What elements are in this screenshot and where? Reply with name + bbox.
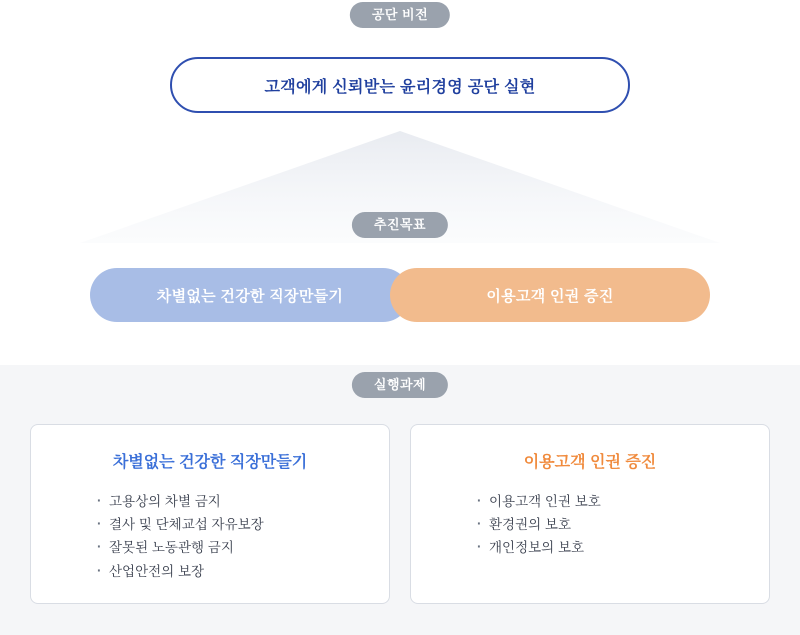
list-item: · 개인정보의 보호 (477, 536, 749, 559)
vision-statement-box (170, 57, 630, 113)
vision-section-label: 공단 비전 (350, 2, 450, 28)
task-card-human-rights-title: 이용고객 인권 증진 (523, 454, 657, 471)
list-item: · 결사 및 단체교섭 자유보장 (97, 513, 369, 536)
list-item: · 잘못된 노동관행 금지 (97, 536, 369, 559)
goal-item-workplace-label: 차별없는 건강한 직장만들기 (156, 287, 344, 305)
list-item: · 산업안전의 보장 (97, 560, 369, 583)
goal-section-label: 추진목표 (352, 212, 448, 238)
goal-row (90, 268, 710, 322)
list-item: · 이용고객 인권 보호 (477, 490, 749, 513)
goal-item-human-rights[interactable] (390, 268, 710, 322)
task-card-human-rights (410, 424, 770, 604)
goal-item-workplace[interactable] (90, 268, 410, 322)
task-cards (30, 424, 770, 604)
goal-item-human-rights-label: 이용고객 인권 증진 (486, 287, 614, 305)
list-item: · 환경권의 보호 (477, 513, 749, 536)
task-card-workplace (30, 424, 390, 604)
task-card-workplace-title: 차별없는 건강한 직장만들기 (112, 454, 308, 471)
task-section-label: 실행과제 (352, 372, 448, 398)
task-card-workplace-list (97, 490, 369, 583)
list-item: · 고용상의 차별 금지 (97, 490, 369, 513)
vision-statement-text: 고객에게 신뢰받는 윤리경영 공단 실현 (264, 78, 536, 96)
task-card-human-rights-list (477, 490, 749, 560)
